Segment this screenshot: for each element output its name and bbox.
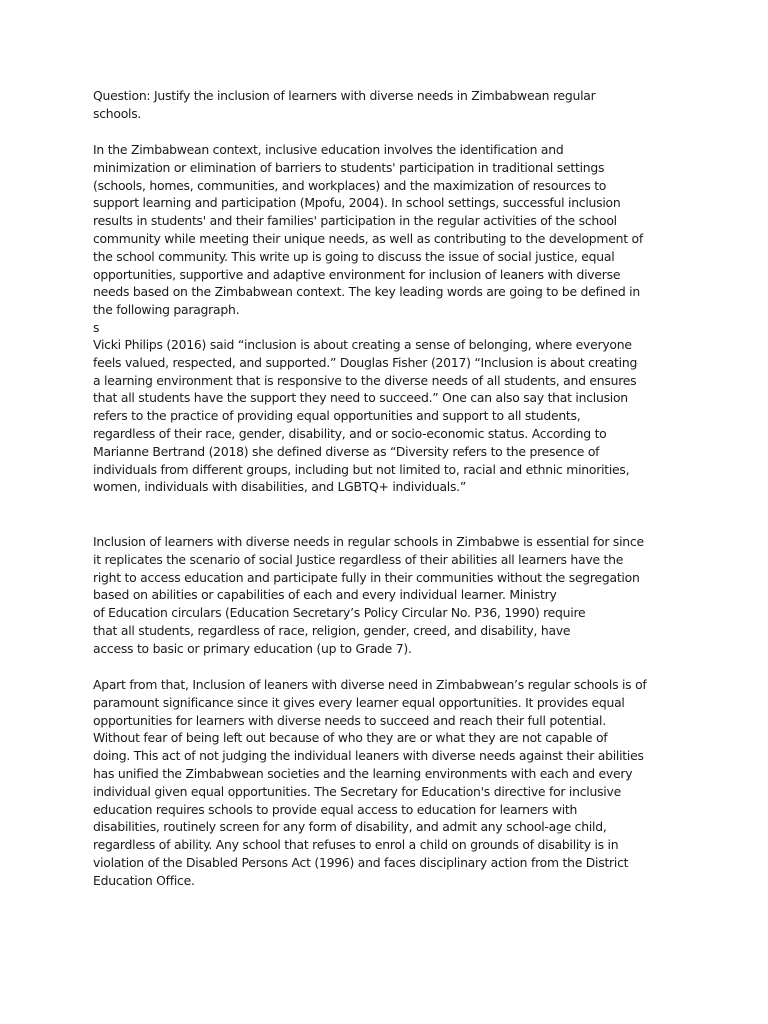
text-line: schools. (93, 105, 142, 121)
question-heading (93, 87, 678, 123)
text-line: Vicki Philips (2016) said “inclusion is about creating a sense of belonging, where everyone (93, 337, 632, 352)
text-line: of Education circulars (Education Secretary’s Policy Circular No. P36, 1990) require (93, 605, 586, 621)
text-line: Inclusion of learners with diverse needs in regular schools in Zimbabwe is essential for since (93, 534, 644, 549)
text-line: access to basic or primary education (up to Grade 7). (93, 640, 412, 656)
text-line: needs based on the Zimbabwean context. The key leading words are going to be defined in (93, 284, 640, 300)
text-line: In the Zimbabwean context, inclusive education involves the identification and (93, 142, 564, 157)
text-line: individuals from different groups, including but not limited to, racial and ethnic minorities, (93, 461, 630, 477)
text-line: regardless of their race, gender, disability, and or socio-economic status. According to (93, 425, 607, 441)
text-line: that all students, regardless of race, religion, gender, creed, and disability, have (93, 622, 571, 638)
text-line: education requires schools to provide equal access to education for learners with (93, 801, 578, 817)
text-line: Question: Justify the inclusion of learners with diverse needs in Zimbabwean regular (93, 88, 596, 103)
text-line: regardless of ability. Any school that refuses to enrol a child on grounds of disability is in (93, 837, 619, 853)
text-line: women, individuals with disabilities, and LGBTQ+ individuals.” (93, 479, 467, 495)
text-line: it replicates the scenario of social Justice regardless of their abilities all learners have the (93, 551, 624, 567)
text-line: support learning and participation (Mpofu, 2004). In school settings, successful inclusion (93, 195, 621, 211)
text-line: has unified the Zimbabwean societies and the learning environments with each and every (93, 765, 633, 781)
text-line: paramount significance since it gives every learner equal opportunities. It provides equal (93, 694, 625, 710)
text-line: community while meeting their unique needs, as well as contributing to the development of (93, 230, 643, 246)
text-line: results in students' and their families' participation in the regular activities of the school (93, 213, 617, 229)
text-line: that all students have the support they need to succeed.” One can also say that inclusion (93, 390, 628, 406)
text-line: Education Office. (93, 872, 195, 888)
text-line: disabilities, routinely screen for any form of disability, and admit any school-age child, (93, 819, 607, 835)
paragraph-introduction (93, 141, 678, 337)
text-line: s (93, 319, 100, 335)
text-line: doing. This act of not judging the individual leaners with diverse needs against their abilities (93, 748, 644, 764)
paragraph-definitions (93, 336, 678, 496)
text-line: the school community. This write up is going to discuss the issue of social justice, equal (93, 248, 615, 264)
text-line: Marianne Bertrand (2018) she defined diverse as “Diversity refers to the presence of (93, 443, 600, 459)
text-line: (schools, homes, communities, and workplaces) and the maximization of resources to (93, 177, 607, 193)
text-line: the following paragraph. (93, 302, 240, 318)
paragraph-equal-opportunities (93, 676, 678, 890)
text-line: based on abilities or capabilities of each and every individual learner. Ministry (93, 587, 557, 603)
text-line: refers to the practice of providing equal opportunities and support to all students, (93, 408, 581, 424)
text-line: a learning environment that is responsive to the diverse needs of all students, and ensures (93, 372, 637, 388)
text-line: violation of the Disabled Persons Act (1996) and faces disciplinary action from the District (93, 854, 629, 870)
text-line: opportunities for learners with diverse needs to succeed and reach their full potential. (93, 712, 606, 728)
text-line: Apart from that, Inclusion of leaners with diverse need in Zimbabwean’s regular schools is of (93, 677, 647, 692)
text-line: Without fear of being left out because of who they are or what they are not capable of (93, 730, 608, 746)
text-line: minimization or elimination of barriers to students' participation in traditional settings (93, 159, 605, 175)
text-line: feels valued, respected, and supported.” Douglas Fisher (2017) “Inclusion is about creating (93, 354, 638, 370)
text-line: individual given equal opportunities. The Secretary for Education's directive for inclusive (93, 783, 621, 799)
paragraph-social-justice (93, 533, 678, 658)
text-line: opportunities, supportive and adaptive environment for inclusion of leaners with diverse (93, 266, 621, 282)
text-line: right to access education and participate fully in their communities without the segregation (93, 569, 640, 585)
